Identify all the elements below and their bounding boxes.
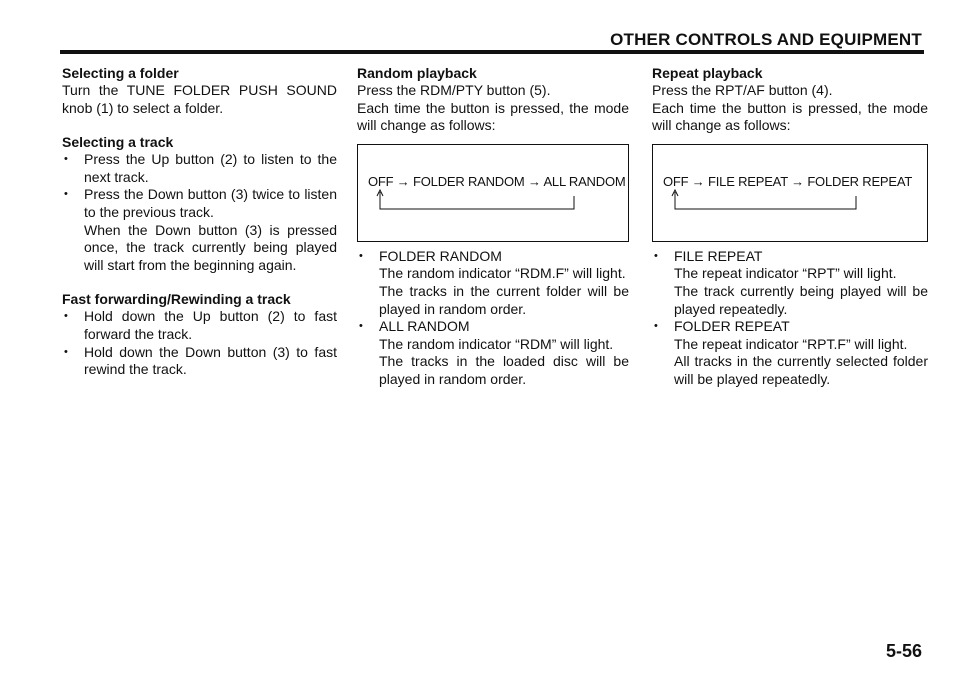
list-item [357,318,629,388]
list-item-text: The repeat indicator “RPT.F” will light. [674,335,908,352]
list-item-text: The random indicator “RDM.F” will light. [379,265,626,282]
repeat-mode-diagram [652,144,928,242]
list-item-text: All tracks in the currently selected folder will be played repeatedly. [674,353,928,387]
loop-arrow-icon [671,187,876,213]
repeat-playback-heading: Repeat playback [652,65,763,81]
list-item-title: FOLDER RANDOM [379,247,502,264]
random-playback-heading: Random playback [357,65,477,81]
list-item-text: The random indicator “RDM” will light. [379,335,614,352]
section-title: OTHER CONTROLS AND EQUIPMENT [610,30,922,49]
list-item: • Hold down the Up button (2) to fast forward the track. [62,308,337,343]
column-right [652,64,928,389]
fast-forward-heading: Fast forwarding/Rewinding a track [62,291,291,308]
list-item-text: The repeat indicator “RPT” will light. [674,265,897,282]
selecting-track-heading: Selecting a track [62,134,174,151]
selecting-folder-heading: Selecting a folder [62,65,179,81]
page-number: 5-56 [885,641,922,661]
fast-forward-list [62,308,337,378]
list-item [652,318,928,388]
list-item [357,248,629,318]
header-rule [60,50,924,54]
repeat-mode-sequence: OFF → FILE REPEAT → FOLDER REPEAT [663,173,913,189]
repeat-mode-list [652,248,928,389]
list-item-text: The tracks in the loaded disc will be played in random order. [379,353,629,387]
fast-forward-section [62,290,337,378]
list-item: • Press the Up button (2) to listen to the next track. [62,151,337,186]
column-middle [357,64,629,389]
selecting-track-section [62,133,337,274]
selecting-folder-section [62,64,337,117]
list-item: • Hold down the Down button (3) to fast rewind the track. [62,344,337,379]
repeat-playback-line2: Each time the button is pressed, the mode will change as follows: [652,99,928,134]
list-item-title: FILE REPEAT [674,247,763,264]
random-mode-diagram [357,144,629,242]
list-item [652,248,928,318]
column-left [62,64,337,395]
list-item-title: FOLDER REPEAT [674,318,790,335]
selecting-track-list [62,151,337,274]
list-item-text: The track currently being played will be played repeatedly. [674,282,928,317]
random-playback-line2: Each time the button is pressed, the mode will change as follows: [357,99,629,134]
repeat-playback-line1: Press the RPT/AF button (4). [652,82,833,98]
random-mode-list [357,248,629,389]
list-item-title: ALL RANDOM [379,318,470,335]
list-item-text: The tracks in the current folder will be played in random order. [379,282,629,317]
list-item [62,186,337,274]
list-item-note: When the Down button (3) is pressed once, the track currently being played will start from the beginning again. [84,221,337,273]
loop-arrow-icon [376,187,581,213]
random-mode-sequence: OFF → FOLDER RANDOM → ALL RANDOM [368,173,626,189]
random-playback-line1: Press the RDM/PTY button (5). [357,82,551,98]
selecting-folder-text: Turn the TUNE FOLDER PUSH SOUND knob (1) to select a folder. [62,82,337,116]
list-item-text: Press the Down button (3) twice to listen to the previous track. [84,186,337,220]
